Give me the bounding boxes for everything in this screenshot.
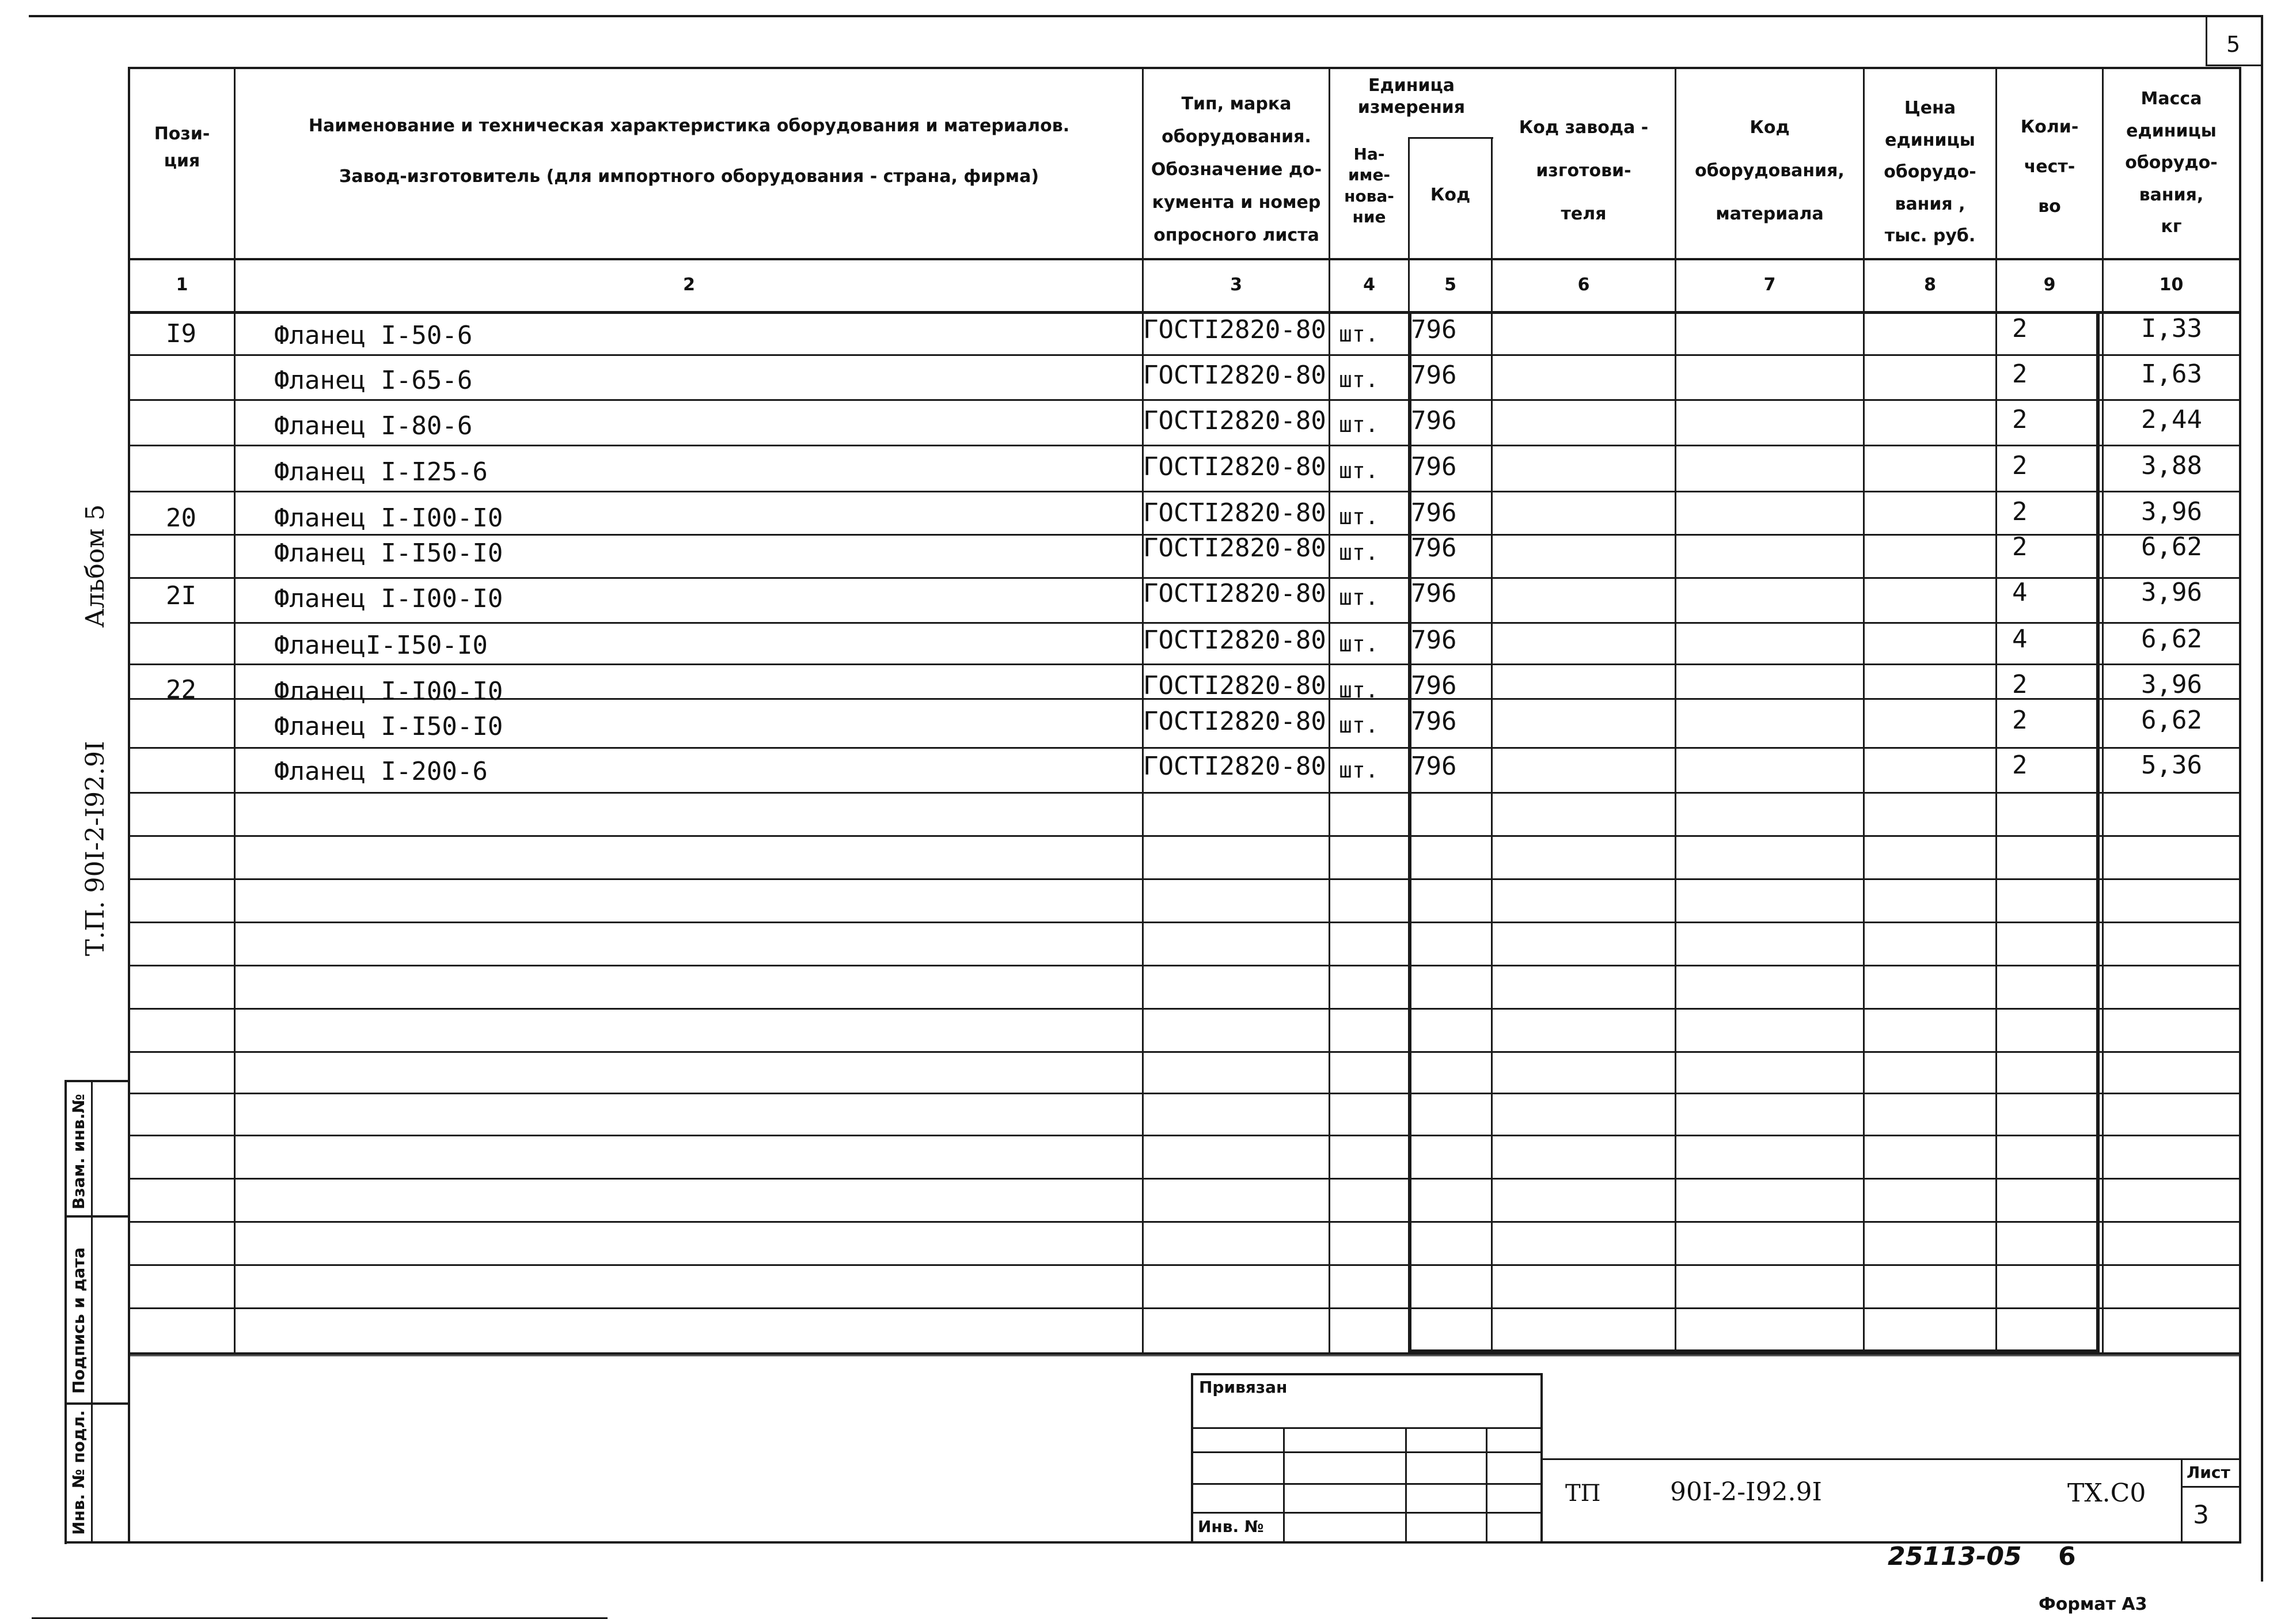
table-row-rule xyxy=(130,835,2239,837)
row-document: ГОСТI2820-80 xyxy=(1143,707,1326,736)
header-name-line1: Наименование и техническая характеристика оборудования и материалов. xyxy=(308,116,1070,136)
project-number-label: Т.П. 90I-2-I92.9I xyxy=(81,741,110,956)
col-number-3: 3 xyxy=(1230,275,1242,295)
row-mass: I,63 xyxy=(2141,359,2202,389)
row-unit: шт. xyxy=(1339,540,1379,565)
col-number-1: 1 xyxy=(176,275,188,295)
row-quantity: 2 xyxy=(2012,706,2028,735)
number-row-bottom-line xyxy=(128,311,2241,314)
row-name: Фланец I-80-6 xyxy=(274,411,473,441)
table-row-rule xyxy=(130,622,2239,624)
table-row-rule xyxy=(130,1093,2239,1094)
title-linked-label: Привязан xyxy=(1199,1378,1288,1397)
row-unit: шт. xyxy=(1339,757,1379,783)
header-unit-group: Единица измерения xyxy=(1357,75,1466,117)
row-name: Фланец I-I25-6 xyxy=(274,457,488,487)
sheet-corner-number: 5 xyxy=(2226,32,2241,57)
col-number-2: 2 xyxy=(683,275,695,295)
margin-replaced-inv-label: Взам. инв.№ xyxy=(69,1094,88,1209)
row-unit: шт. xyxy=(1339,504,1379,529)
table-row-rule xyxy=(130,1307,2239,1309)
row-quantity: 2 xyxy=(2012,405,2028,434)
row-unit-code: 796 xyxy=(1411,498,1457,528)
row-quantity: 4 xyxy=(2012,624,2028,654)
row-mass: 6,62 xyxy=(2141,706,2202,735)
album-label: Альбом 5 xyxy=(81,504,110,628)
table-row-rule xyxy=(130,663,2239,665)
title-tp: ТП xyxy=(1565,1480,1601,1507)
row-unit-code: 796 xyxy=(1411,361,1457,390)
table-row-rule xyxy=(130,491,2239,492)
top-frame-line xyxy=(29,15,2263,17)
header-position: Пози- ция xyxy=(154,124,210,171)
row-mass: 3,96 xyxy=(2141,670,2202,699)
table-row-rule xyxy=(130,399,2239,401)
table-row-rule xyxy=(130,1051,2239,1053)
col-number-7: 7 xyxy=(1763,275,1776,295)
row-mass: 3,96 xyxy=(2141,578,2202,607)
row-document: ГОСТI2820-80 xyxy=(1143,315,1326,344)
table-row-rule xyxy=(130,1178,2239,1180)
row-unit-code: 796 xyxy=(1411,452,1457,481)
row-position: I9 xyxy=(166,319,196,348)
header-mass: Масса единицы оборудо- вания, кг xyxy=(2125,89,2218,237)
row-quantity: 2 xyxy=(2012,314,2028,343)
right-frame-line xyxy=(2261,16,2263,1582)
table-row-rule xyxy=(130,792,2239,794)
row-unit: шт. xyxy=(1339,458,1379,483)
row-quantity: 2 xyxy=(2012,497,2028,526)
col-number-10: 10 xyxy=(2159,275,2184,295)
header-unit-code: Код xyxy=(1430,185,1471,205)
col-number-9: 9 xyxy=(2043,275,2056,295)
header-price: Цена единицы оборудо- вания , тыс. руб. xyxy=(1884,98,1976,246)
row-document: ГОСТI2820-80 xyxy=(1143,752,1326,781)
header-bottom-line xyxy=(128,258,2241,260)
margin-signature-date-label: Подпись и дата xyxy=(69,1247,88,1394)
title-mark: ТХ.С0 xyxy=(2067,1478,2146,1508)
header-factory-code: Код завода - изготови- теля xyxy=(1519,117,1649,224)
row-unit-code: 796 xyxy=(1411,533,1457,563)
row-unit-code: 796 xyxy=(1411,752,1457,781)
row-unit: шт. xyxy=(1339,631,1379,657)
table-row-rule xyxy=(130,445,2239,446)
table-row-rule xyxy=(130,354,2239,356)
paper-format: Формат А3 xyxy=(2039,1594,2147,1614)
table-row-rule xyxy=(130,922,2239,923)
row-mass: 6,62 xyxy=(2141,624,2202,654)
row-document: ГОСТI2820-80 xyxy=(1143,625,1326,655)
table-row-rule xyxy=(130,747,2239,749)
row-position: 20 xyxy=(166,503,196,533)
table-row-rule xyxy=(130,878,2239,880)
row-quantity: 2 xyxy=(2012,451,2028,480)
row-quantity: 2 xyxy=(2012,670,2028,699)
row-unit: шт. xyxy=(1339,412,1379,437)
row-name: Фланец I-I50-I0 xyxy=(274,539,503,568)
row-unit: шт. xyxy=(1339,712,1379,738)
header-type-mark: Тип, марка оборудования. Обозначение до- кумента и номер опросного листа xyxy=(1151,94,1322,245)
row-unit-code: 796 xyxy=(1411,315,1457,344)
row-position: 22 xyxy=(166,675,196,704)
row-unit-code: 796 xyxy=(1411,707,1457,736)
row-mass: 5,36 xyxy=(2141,750,2202,780)
table-row-rule xyxy=(130,965,2239,966)
row-unit: шт. xyxy=(1339,585,1379,610)
row-document: ГОСТI2820-80 xyxy=(1143,533,1326,563)
table-row-rule xyxy=(130,1008,2239,1010)
row-quantity: 2 xyxy=(2012,359,2028,389)
title-inv-number-label: Инв. № xyxy=(1198,1517,1264,1536)
row-unit-code: 796 xyxy=(1411,406,1457,435)
row-unit: шт. xyxy=(1339,367,1379,392)
row-mass: 6,62 xyxy=(2141,532,2202,562)
table-row-rule xyxy=(130,1221,2239,1223)
row-name: Фланец I-50-6 xyxy=(274,321,473,350)
col-number-6: 6 xyxy=(1577,275,1590,295)
col-number-5: 5 xyxy=(1444,275,1456,295)
row-document: ГОСТI2820-80 xyxy=(1143,361,1326,390)
table-top-line xyxy=(128,67,2241,69)
row-name: Фланец I-200-6 xyxy=(274,757,488,786)
row-name: Фланец I-I00-I0 xyxy=(274,503,503,533)
row-unit: шт. xyxy=(1339,677,1379,703)
archive-sheet: 6 xyxy=(2058,1542,2076,1571)
row-unit: шт. xyxy=(1339,321,1379,347)
row-quantity: 2 xyxy=(2012,532,2028,562)
header-quantity: Коли- чест- во xyxy=(2020,117,2079,217)
title-sheet-label: Лист xyxy=(2187,1463,2230,1482)
margin-inv-original-label: Инв. № подл. xyxy=(69,1410,88,1535)
row-unit-code: 796 xyxy=(1411,671,1457,700)
row-document: ГОСТI2820-80 xyxy=(1143,579,1326,608)
row-document: ГОСТI2820-80 xyxy=(1143,406,1326,435)
row-mass: I,33 xyxy=(2141,314,2202,343)
row-document: ГОСТI2820-80 xyxy=(1143,671,1326,700)
col-number-8: 8 xyxy=(1924,275,1936,295)
row-mass: 3,88 xyxy=(2141,451,2202,480)
row-mass: 3,96 xyxy=(2141,497,2202,526)
row-quantity: 4 xyxy=(2012,578,2028,607)
col-number-4: 4 xyxy=(1363,275,1375,295)
title-doc-number: 90I-2-I92.9I xyxy=(1670,1477,1822,1507)
row-name: ФланецI-I50-I0 xyxy=(274,631,488,660)
header-equipment-code: Код оборудования, материала xyxy=(1695,117,1845,224)
row-name: Фланец I-I50-I0 xyxy=(274,712,503,741)
row-document: ГОСТI2820-80 xyxy=(1143,452,1326,481)
table-row-rule xyxy=(130,1135,2239,1136)
row-unit-code: 796 xyxy=(1411,625,1457,655)
title-sheet-number: 3 xyxy=(2193,1500,2209,1530)
row-position: 2I xyxy=(166,581,196,611)
archive-number: 25113-05 xyxy=(1888,1542,2022,1571)
row-name: Фланец I-I00-I0 xyxy=(274,677,503,706)
header-unit-name: На- име- нова- ние xyxy=(1344,145,1394,227)
row-name: Фланец I-I00-I0 xyxy=(274,584,503,613)
table-row-rule xyxy=(130,1264,2239,1266)
row-document: ГОСТI2820-80 xyxy=(1143,498,1326,528)
header-name-line2: Завод-изготовитель (для импортного оборудования - страна, фирма) xyxy=(339,166,1039,187)
row-quantity: 2 xyxy=(2012,750,2028,780)
row-name: Фланец I-65-6 xyxy=(274,366,473,395)
row-mass: 2,44 xyxy=(2141,405,2202,434)
row-unit-code: 796 xyxy=(1411,579,1457,608)
